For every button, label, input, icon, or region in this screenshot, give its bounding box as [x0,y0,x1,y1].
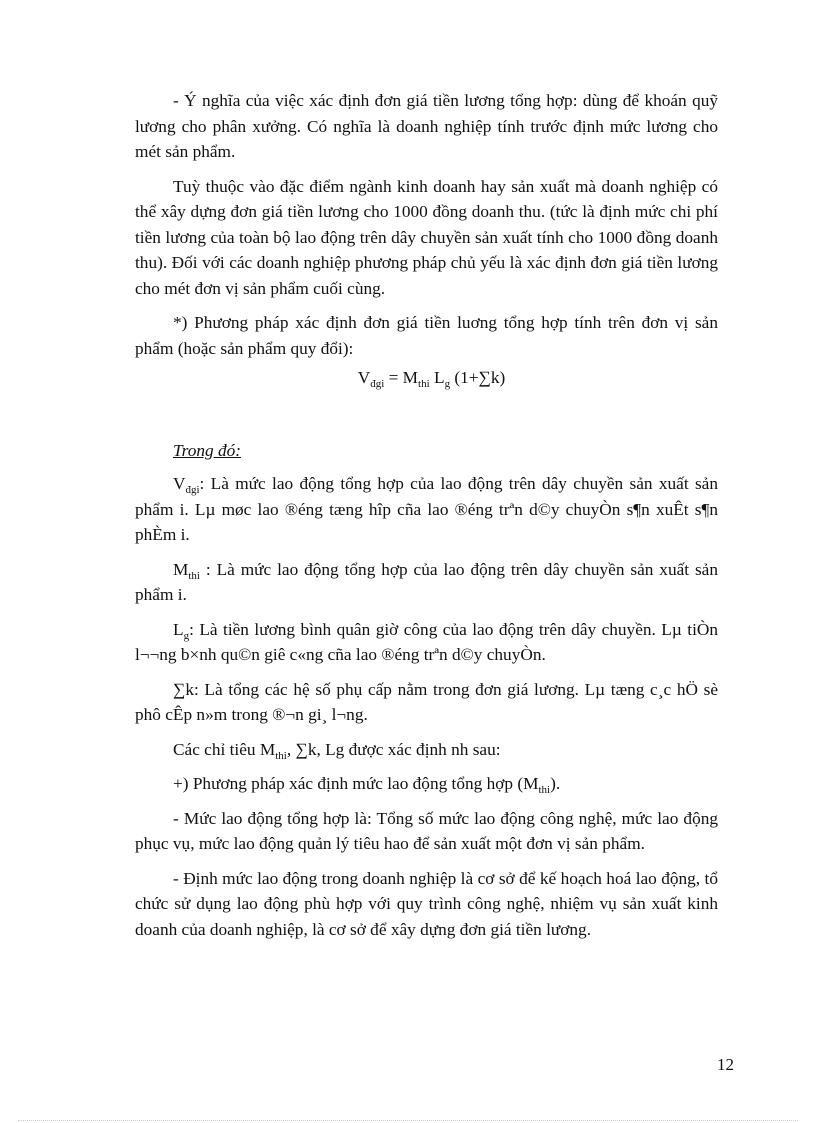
paragraph-labor-norm: - Định mức lao động trong doanh nghiệp là cơ sở để kế hoạch hoá lao động, tổ chức sử dụng lao động phù hợp với quy trình công nghệ, nhiệm vụ sản xuất kinh doanh của doanh nghiệp, là cơ sở để xây dựng đơn giá tiền lương. [135,868,718,939]
formula: $V_{đgi} = M_{thi}$ $L_g$ (1+∑k) [357,368,506,390]
definition-vdgi: $V_{đgi}$: Là mức lao động tổng hợp của lao động trên dây chuyền sản xuất sản phẩm i. Lµ møc lao ®éng tæng hîp cña lao ®éng trªn d©y chuyÒn s¶n xuÊt s¶n phÈm i. [135,474,718,544]
footer-divider [18,1120,798,1121]
definition-k: ∑k: Là tổng các hệ số phụ cấp nằm trong đơn giá lương. Lµ tæng c¸c hÖ sè phô cÊp n»m trong ®¬n gi¸ l¬ng. [135,679,718,724]
paragraph-dependency: Tuỳ thuộc vào đặc điểm ngành kinh doanh hay sản xuất mà doanh nghiệp có thể xây dựng đơn giá tiền lương cho 1000 đồng doanh thu. (tức là định mức chi phí tiền lương của toàn bộ lao động trên dây chuyền sản xuất tính cho 1000 đồng doanh thu). Đối với các doanh nghiệp phương pháp chủ yếu là xác định đơn giá tiền lương cho mét đơn vị sản phẩm cuối cùng. [135,176,718,298]
page-number: 12 [717,1055,734,1074]
paragraph-labor-total: - Mức lao động tổng hợp là: Tổng số mức lao động công nghệ, mức lao động phục vụ, mức lao động quản lý tiêu hao để sản xuất một đơn vị sản phẩm. [135,808,718,853]
document-body [135,88,718,951]
definition-lg: $L_g$: Là tiền lương bình quân giờ công của lao động trên dây chuyền. Lµ tiÒn l¬¬ng b×nh qu©n giê c«ng cña lao ®éng trªn d©y chuyÒn. [135,619,718,664]
where-label: Trong đó: [173,440,242,460]
paragraph-indicators: Các chỉ tiêu $M_{thi}$, ∑k, Lg được xác định nh sau: [173,739,501,762]
definition-mthi: $M_{thi}$ : Là mức lao động tổng hợp của lao động trên dây chuyền sản xuất sản phẩm i. [135,559,718,604]
paragraph-meaning: - Ý nghĩa của việc xác định đơn giá tiền lương tổng hợp: dùng để khoán quỹ lương cho phân xưởng. Có nghĩa là doanh nghiệp tính trước định mức lương cho mét sản phẩm. [135,91,718,161]
paragraph-method: +) Phương pháp xác định mức lao động tổng hợp $(M_{thi})$. [173,774,561,796]
paragraph-method-intro: *) Phương pháp xác định đơn giá tiền luơng tổng hợp tính trên đơn vị sản phẩm (hoặc sản phẩm quy đổi): [135,313,718,358]
